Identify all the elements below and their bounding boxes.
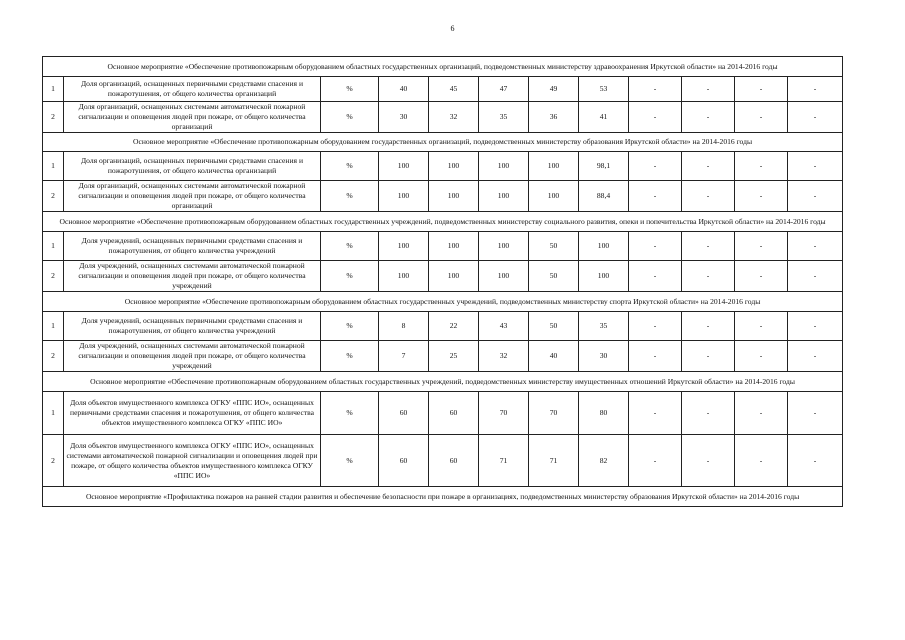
- row-number: 1: [43, 152, 64, 181]
- table-row: [43, 392, 843, 435]
- value-cell: -: [735, 181, 788, 212]
- value-cell: -: [682, 435, 735, 487]
- value-cell: -: [788, 435, 843, 487]
- value-cell: -: [629, 312, 682, 341]
- value-cell: -: [629, 392, 682, 435]
- value-cell: 41: [579, 102, 629, 133]
- row-number: 2: [43, 261, 64, 292]
- value-cell: 100: [429, 261, 479, 292]
- value-cell: 45: [429, 77, 479, 102]
- value-cell: -: [682, 312, 735, 341]
- value-cell: 70: [529, 392, 579, 435]
- unit-cell: %: [321, 341, 379, 372]
- section-title: Основное мероприятие «Обеспечение противопожарным оборудованием государственных организаций, подведомственных министерству образования Иркутской области» на 2014-2016 годы: [43, 133, 843, 152]
- value-cell: -: [735, 232, 788, 261]
- row-number: 2: [43, 102, 64, 133]
- section-title: Основное мероприятие «Обеспечение противопожарным оборудованием областных государственных учреждений, подведомственных министерству спорта Иркутской области» на 2014-2016 годы: [43, 292, 843, 312]
- value-cell: -: [682, 152, 735, 181]
- value-cell: 100: [479, 261, 529, 292]
- unit-cell: %: [321, 232, 379, 261]
- value-cell: -: [682, 392, 735, 435]
- table-row: [43, 77, 843, 102]
- value-cell: 100: [479, 232, 529, 261]
- unit-cell: %: [321, 435, 379, 487]
- indicator-description: Доля учреждений, оснащенных системами автоматической пожарной сигнализации и оповещения людей при пожаре, от общего количества учреждений: [64, 261, 321, 292]
- row-number: 1: [43, 232, 64, 261]
- section-title-row: [43, 57, 843, 77]
- section-title-row: [43, 133, 843, 152]
- value-cell: 30: [379, 102, 429, 133]
- value-cell: -: [735, 341, 788, 372]
- value-cell: -: [788, 152, 843, 181]
- unit-cell: %: [321, 392, 379, 435]
- value-cell: -: [735, 152, 788, 181]
- value-cell: 100: [429, 152, 479, 181]
- indicator-description: Доля учреждений, оснащенных системами автоматической пожарной сигнализации и оповещения людей при пожаре, от общего количества учреждений: [64, 341, 321, 372]
- value-cell: 53: [579, 77, 629, 102]
- table-row: [43, 341, 843, 372]
- value-cell: -: [629, 77, 682, 102]
- value-cell: 60: [379, 392, 429, 435]
- value-cell: -: [735, 261, 788, 292]
- value-cell: 35: [579, 312, 629, 341]
- value-cell: -: [735, 435, 788, 487]
- table-row: [43, 232, 843, 261]
- value-cell: -: [788, 77, 843, 102]
- value-cell: -: [788, 102, 843, 133]
- value-cell: 8: [379, 312, 429, 341]
- indicator-description: Доля организаций, оснащенных первичными средствами спасения и пожаротушения, от общего количества организаций: [64, 77, 321, 102]
- value-cell: 80: [579, 392, 629, 435]
- table-row: [43, 181, 843, 212]
- value-cell: 100: [429, 181, 479, 212]
- value-cell: -: [629, 261, 682, 292]
- value-cell: -: [682, 102, 735, 133]
- unit-cell: %: [321, 261, 379, 292]
- value-cell: 49: [529, 77, 579, 102]
- value-cell: -: [629, 232, 682, 261]
- section-title: Основное мероприятие «Профилактика пожаров на ранней стадии развития и обеспечение безопасности при пожаре в организациях, подведомственных министерству образования Иркутской области» на 2014-2016 годы: [43, 487, 843, 507]
- section-title-row: [43, 212, 843, 232]
- section-title-row: [43, 292, 843, 312]
- value-cell: 88,4: [579, 181, 629, 212]
- unit-cell: %: [321, 152, 379, 181]
- value-cell: 71: [529, 435, 579, 487]
- row-number: 1: [43, 312, 64, 341]
- section-title: Основное мероприятие «Обеспечение противопожарным оборудованием областных государственных учреждений, подведомственных министерству социального развития, опеки и попечительства Иркутской области» на 2014-2016 годы: [43, 212, 843, 232]
- value-cell: -: [788, 232, 843, 261]
- table-row: [43, 312, 843, 341]
- value-cell: 100: [379, 232, 429, 261]
- row-number: 2: [43, 341, 64, 372]
- value-cell: -: [735, 102, 788, 133]
- value-cell: 100: [379, 181, 429, 212]
- indicators-table: [42, 56, 843, 507]
- table-row: [43, 102, 843, 133]
- unit-cell: %: [321, 181, 379, 212]
- value-cell: -: [629, 152, 682, 181]
- value-cell: 82: [579, 435, 629, 487]
- table-row: [43, 152, 843, 181]
- value-cell: 100: [579, 261, 629, 292]
- unit-cell: %: [321, 77, 379, 102]
- row-number: 1: [43, 77, 64, 102]
- value-cell: -: [629, 435, 682, 487]
- value-cell: 60: [429, 435, 479, 487]
- value-cell: -: [629, 181, 682, 212]
- value-cell: 100: [529, 181, 579, 212]
- value-cell: 60: [379, 435, 429, 487]
- value-cell: 40: [379, 77, 429, 102]
- section-title-row: [43, 372, 843, 392]
- value-cell: 32: [479, 341, 529, 372]
- value-cell: 70: [479, 392, 529, 435]
- value-cell: 100: [379, 152, 429, 181]
- value-cell: -: [682, 232, 735, 261]
- value-cell: -: [735, 77, 788, 102]
- section-title: Основное мероприятие «Обеспечение противопожарным оборудованием областных государственных учреждений, подведомственных министерству имущественных отношений Иркутской области» на 2014-2016 годы: [43, 372, 843, 392]
- value-cell: -: [682, 77, 735, 102]
- value-cell: -: [629, 341, 682, 372]
- value-cell: 7: [379, 341, 429, 372]
- value-cell: 50: [529, 261, 579, 292]
- indicator-description: Доля организаций, оснащенных первичными средствами спасения и пожаротушения, от общего количества организаций: [64, 152, 321, 181]
- indicator-description: Доля организаций, оснащенных системами автоматической пожарной сигнализации и оповещения людей при пожаре, от общего количества организаций: [64, 102, 321, 133]
- value-cell: 25: [429, 341, 479, 372]
- row-number: 2: [43, 181, 64, 212]
- value-cell: 98,1: [579, 152, 629, 181]
- value-cell: 36: [529, 102, 579, 133]
- value-cell: 100: [479, 152, 529, 181]
- value-cell: -: [735, 312, 788, 341]
- value-cell: 100: [479, 181, 529, 212]
- value-cell: -: [629, 102, 682, 133]
- value-cell: 50: [529, 312, 579, 341]
- value-cell: -: [788, 181, 843, 212]
- value-cell: 47: [479, 77, 529, 102]
- unit-cell: %: [321, 312, 379, 341]
- value-cell: 30: [579, 341, 629, 372]
- value-cell: 32: [429, 102, 479, 133]
- value-cell: 50: [529, 232, 579, 261]
- table-row: [43, 435, 843, 487]
- value-cell: -: [682, 181, 735, 212]
- section-title-row: [43, 487, 843, 507]
- row-number: 1: [43, 392, 64, 435]
- value-cell: -: [682, 341, 735, 372]
- unit-cell: %: [321, 102, 379, 133]
- row-number: 2: [43, 435, 64, 487]
- indicator-description: Доля организаций, оснащенных системами автоматической пожарной сигнализации и оповещения людей при пожаре, от общего количества организаций: [64, 181, 321, 212]
- value-cell: -: [788, 392, 843, 435]
- table-row: [43, 261, 843, 292]
- indicator-description: Доля учреждений, оснащенных первичными средствами спасения и пожаротушения, от общего количества учреждений: [64, 312, 321, 341]
- value-cell: -: [788, 261, 843, 292]
- indicator-description: Доля объектов имущественного комплекса ОГКУ «ППС ИО», оснащенных системами автоматической пожарной сигнализации и оповещения людей при пожаре, от общего количества объектов имущественного комплекса ОГКУ «ППС ИО»: [64, 435, 321, 487]
- value-cell: 100: [429, 232, 479, 261]
- value-cell: 22: [429, 312, 479, 341]
- value-cell: 35: [479, 102, 529, 133]
- value-cell: 100: [379, 261, 429, 292]
- value-cell: 40: [529, 341, 579, 372]
- value-cell: 60: [429, 392, 479, 435]
- section-title: Основное мероприятие «Обеспечение противопожарным оборудованием областных государственных организаций, подведомственных министерству здравоохранения Иркутской области» на 2014-2016 годы: [43, 57, 843, 77]
- indicator-description: Доля объектов имущественного комплекса ОГКУ «ППС ИО», оснащенных первичными средствами спасения и пожаротушения, от общего количества объектов имущественного комплекса ОГКУ «ППС ИО»: [64, 392, 321, 435]
- value-cell: 71: [479, 435, 529, 487]
- value-cell: -: [788, 312, 843, 341]
- value-cell: 100: [579, 232, 629, 261]
- value-cell: 100: [529, 152, 579, 181]
- indicator-description: Доля учреждений, оснащенных первичными средствами спасения и пожаротушения, от общего количества учреждений: [64, 232, 321, 261]
- value-cell: -: [735, 392, 788, 435]
- value-cell: -: [788, 341, 843, 372]
- page-number: 6: [450, 24, 455, 33]
- value-cell: 43: [479, 312, 529, 341]
- value-cell: -: [682, 261, 735, 292]
